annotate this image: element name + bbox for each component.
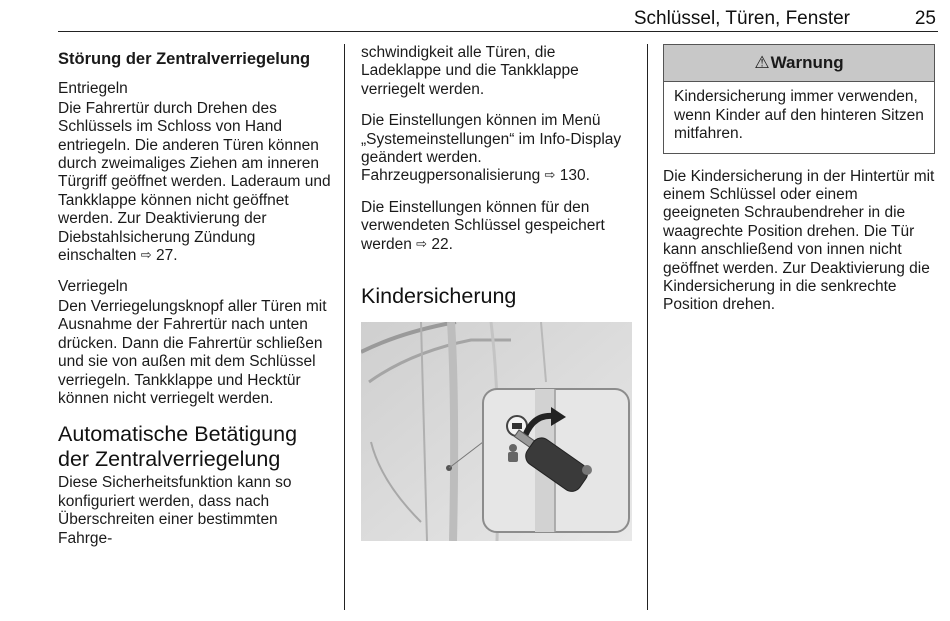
unlock-page-ref: 27. — [155, 247, 178, 265]
arrow-reference-icon: ⇨ — [544, 167, 556, 183]
child-lock-illustration — [361, 322, 632, 541]
column-divider — [647, 44, 648, 610]
continued-paragraph: schwindigkeit alle Türen, die Ladeklappe und die Tankklappe verriegelt werden. — [361, 44, 579, 98]
settings-paragraph — [361, 112, 633, 186]
warning-title: Warnung — [770, 53, 844, 72]
section-title: Störung der Zentralverriegelung — [58, 50, 311, 68]
saved-text: Die Einstellungen können für den verwendeten Schlüssel gespeichert werden — [361, 198, 605, 253]
door-illustration — [361, 322, 632, 541]
lock-paragraph: Den Verriegelungsknopf aller Türen mit Ausnahme der Fahrertür nach unten drücken. Dann die Fahrertür schließen und sie von außen mit dem Schlüssel verriegeln. Tankklappe und Hecktür können nicht verriegelt werden. — [58, 297, 327, 407]
heading-auto-locking: Automatische Betätigung der Zentralverriegelung — [58, 422, 298, 472]
settings-page-ref: 130. — [559, 167, 590, 185]
subsection-title-lock: Verriegeln — [58, 278, 128, 296]
arrow-reference-icon: ⇨ — [416, 235, 428, 251]
warning-triangle-icon: ⚠ — [754, 53, 770, 72]
child-lock-paragraph: Die Kindersicherung in der Hintertür mit einem Schlüssel oder einem geeigneten Schraubendreher in die waagrechte Position drehen. Die Tür kann anschließend von innen nicht geöffnet werden. Zur Deaktivierung die Kindersicherung in die senkrechte Position drehen. — [663, 167, 935, 314]
heading-child-lock: Kindersicherung — [361, 284, 517, 309]
settings-text: Die Einstellungen können im Menü „Systemeinstellungen“ im Info-Display geändert werden. Fahrzeugpersonalisierung — [361, 112, 622, 185]
saved-page-ref: 22. — [431, 235, 453, 253]
column-1 — [58, 44, 332, 561]
warning-text: Kindersicherung immer verwenden, wenn Kinder auf den hinteren Sitzen mitfahren. — [674, 88, 924, 143]
auto-locking-paragraph: Diese Sicherheitsfunktion kann so konfiguriert werden, dass nach Überschreiten einer bestimmten Fahrge- — [58, 474, 292, 547]
arrow-reference-icon: ⇨ — [140, 247, 152, 263]
page-header — [58, 0, 938, 32]
page-title: Schlüssel, Türen, Fenster — [633, 8, 850, 29]
column-2 — [361, 44, 633, 541]
subsection-title-unlock: Entriegeln — [58, 80, 128, 98]
saved-paragraph — [361, 199, 633, 254]
page-number: 25 — [914, 8, 936, 29]
warning-header — [664, 45, 934, 82]
unlock-paragraph — [58, 100, 332, 266]
unlock-text: Die Fahrertür durch Drehen des Schlüssels im Schloss von Hand entriegeln. Die anderen Türen können durch zweimaliges Ziehen am inneren Türgriff geöffnet werden. Laderaum und Tankklappe können nicht geöffnet werden. Zur Deaktivierung der Diebstahlsicherung Zündung einschalten — [58, 99, 331, 265]
column-3 — [663, 44, 935, 328]
column-divider — [344, 44, 345, 610]
warning-box — [663, 44, 935, 154]
